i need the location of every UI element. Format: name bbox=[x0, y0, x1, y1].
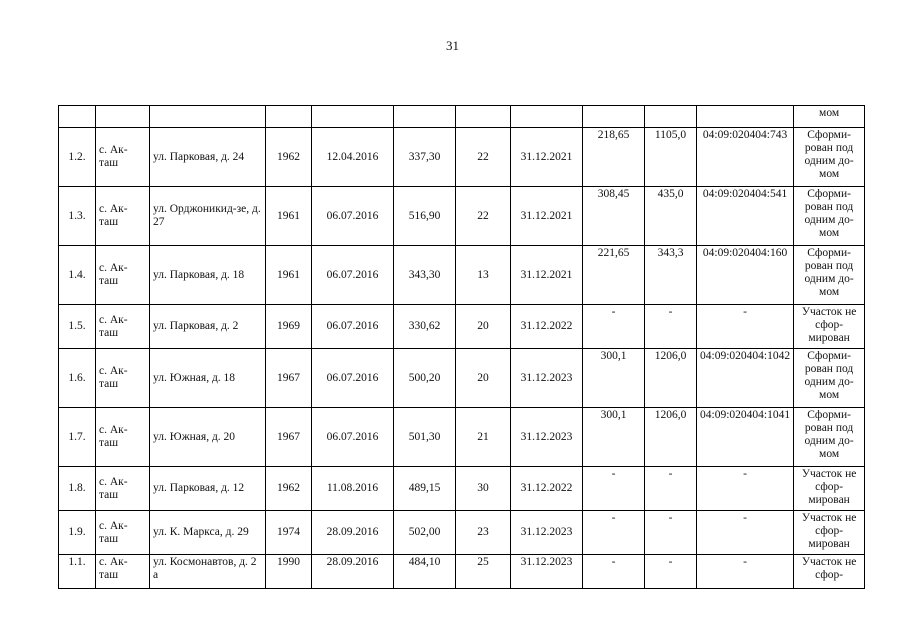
cell-date: 12.04.2016 bbox=[312, 128, 394, 187]
cell-locality: с. Ак-таш bbox=[96, 305, 150, 349]
cell-status: Сформи-рован под одним до-мом bbox=[794, 408, 865, 467]
cell-deadline: 31.12.2022 bbox=[511, 305, 583, 349]
cell-area: 484,10 bbox=[394, 555, 456, 589]
cell-address: ул. Парковая, д. 2 bbox=[150, 305, 266, 349]
cell-plot-area: 300,1 bbox=[583, 349, 645, 408]
cell-num bbox=[59, 106, 96, 128]
housing-registry-table bbox=[58, 105, 865, 589]
cell-plot-area: - bbox=[583, 555, 645, 589]
cell-locality: с. Ак-таш bbox=[96, 349, 150, 408]
cell-status: Сформи-рован под одним до-мом bbox=[794, 349, 865, 408]
cell-count: 25 bbox=[456, 555, 511, 589]
cell-year: 1967 bbox=[266, 408, 312, 467]
cell-area: 330,62 bbox=[394, 305, 456, 349]
cell-address: ул. Южная, д. 20 bbox=[150, 408, 266, 467]
cell-year: 1990 bbox=[266, 555, 312, 589]
cell-locality: с. Ак-таш bbox=[96, 246, 150, 305]
cell-date: 06.07.2016 bbox=[312, 349, 394, 408]
cell-area bbox=[394, 106, 456, 128]
cell-year: 1961 bbox=[266, 187, 312, 246]
cell-land-area: - bbox=[645, 555, 697, 589]
cell-land-area: - bbox=[645, 305, 697, 349]
cell-cadastral: 04:09:020404:743 bbox=[697, 128, 794, 187]
cell-count: 20 bbox=[456, 349, 511, 408]
cell-num: 1.6. bbox=[59, 349, 96, 408]
cell-year: 1974 bbox=[266, 511, 312, 555]
cell-area: 337,30 bbox=[394, 128, 456, 187]
cell-count: 23 bbox=[456, 511, 511, 555]
cell-date bbox=[312, 106, 394, 128]
cell-area: 343,30 bbox=[394, 246, 456, 305]
cell-plot-area: 308,45 bbox=[583, 187, 645, 246]
cell-area: 500,20 bbox=[394, 349, 456, 408]
cell-status: Участок не сфор-мирован bbox=[794, 511, 865, 555]
cell-plot-area: 221,65 bbox=[583, 246, 645, 305]
cell-year bbox=[266, 106, 312, 128]
cell-address bbox=[150, 106, 266, 128]
cell-year: 1962 bbox=[266, 128, 312, 187]
cell-deadline: 31.12.2023 bbox=[511, 408, 583, 467]
cell-plot-area: 218,65 bbox=[583, 128, 645, 187]
cell-count: 22 bbox=[456, 187, 511, 246]
cell-year: 1967 bbox=[266, 349, 312, 408]
cell-deadline bbox=[511, 106, 583, 128]
table-row bbox=[59, 246, 865, 305]
cell-deadline: 31.12.2021 bbox=[511, 246, 583, 305]
cell-locality: с. Ак-таш bbox=[96, 555, 150, 589]
cell-count: 13 bbox=[456, 246, 511, 305]
cell-area: 501,30 bbox=[394, 408, 456, 467]
table-row bbox=[59, 555, 865, 589]
cell-date: 06.07.2016 bbox=[312, 408, 394, 467]
table-row bbox=[59, 349, 865, 408]
cell-land-area: 1206,0 bbox=[645, 349, 697, 408]
cell-deadline: 31.12.2022 bbox=[511, 467, 583, 511]
table-row bbox=[59, 305, 865, 349]
table-row-continuation bbox=[59, 106, 865, 128]
cell-land-area: 1105,0 bbox=[645, 128, 697, 187]
cell-year: 1962 bbox=[266, 467, 312, 511]
cell-cadastral: 04:09:020404:1042 bbox=[697, 349, 794, 408]
cell-cadastral: - bbox=[697, 555, 794, 589]
cell-area: 489,15 bbox=[394, 467, 456, 511]
cell-land-area: - bbox=[645, 467, 697, 511]
cell-status: мом bbox=[794, 106, 865, 128]
cell-num: 1.4. bbox=[59, 246, 96, 305]
cell-num: 1.2. bbox=[59, 128, 96, 187]
cell-cadastral bbox=[697, 106, 794, 128]
cell-cadastral: - bbox=[697, 467, 794, 511]
cell-deadline: 31.12.2023 bbox=[511, 511, 583, 555]
cell-address: ул. К. Маркса, д. 29 bbox=[150, 511, 266, 555]
cell-cadastral: 04:09:020404:1041 bbox=[697, 408, 794, 467]
cell-num: 1.1. bbox=[59, 555, 96, 589]
cell-plot-area: 300,1 bbox=[583, 408, 645, 467]
cell-status: Участок не сфор-мирован bbox=[794, 467, 865, 511]
cell-plot-area: - bbox=[583, 305, 645, 349]
cell-status: Сформи-рован под одним до-мом bbox=[794, 128, 865, 187]
cell-plot-area bbox=[583, 106, 645, 128]
cell-date: 11.08.2016 bbox=[312, 467, 394, 511]
cell-deadline: 31.12.2023 bbox=[511, 349, 583, 408]
cell-land-area: 1206,0 bbox=[645, 408, 697, 467]
cell-num: 1.9. bbox=[59, 511, 96, 555]
cell-locality: с. Ак-таш bbox=[96, 467, 150, 511]
cell-cadastral: - bbox=[697, 305, 794, 349]
cell-locality: с. Ак-таш bbox=[96, 187, 150, 246]
table-row bbox=[59, 128, 865, 187]
cell-cadastral: 04:09:020404:160 bbox=[697, 246, 794, 305]
cell-address: ул. Парковая, д. 18 bbox=[150, 246, 266, 305]
cell-cadastral: - bbox=[697, 511, 794, 555]
cell-status: Сформи-рован под одним до-мом bbox=[794, 246, 865, 305]
cell-year: 1969 bbox=[266, 305, 312, 349]
cell-date: 06.07.2016 bbox=[312, 187, 394, 246]
cell-address: ул. Парковая, д. 24 bbox=[150, 128, 266, 187]
cell-locality: с. Ак-таш bbox=[96, 511, 150, 555]
cell-locality bbox=[96, 106, 150, 128]
cell-deadline: 31.12.2021 bbox=[511, 187, 583, 246]
cell-address: ул. Парковая, д. 12 bbox=[150, 467, 266, 511]
cell-date: 06.07.2016 bbox=[312, 246, 394, 305]
cell-deadline: 31.12.2023 bbox=[511, 555, 583, 589]
cell-num: 1.5. bbox=[59, 305, 96, 349]
cell-locality: с. Ак-таш bbox=[96, 128, 150, 187]
cell-area: 502,00 bbox=[394, 511, 456, 555]
cell-land-area: 343,3 bbox=[645, 246, 697, 305]
cell-land-area: 435,0 bbox=[645, 187, 697, 246]
cell-count bbox=[456, 106, 511, 128]
cell-locality: с. Ак-таш bbox=[96, 408, 150, 467]
cell-deadline: 31.12.2021 bbox=[511, 128, 583, 187]
table-row bbox=[59, 408, 865, 467]
cell-land-area bbox=[645, 106, 697, 128]
cell-plot-area: - bbox=[583, 467, 645, 511]
page-number: 31 bbox=[446, 38, 459, 53]
cell-address: ул. Орджоникид-зе, д. 27 bbox=[150, 187, 266, 246]
cell-count: 20 bbox=[456, 305, 511, 349]
cell-date: 28.09.2016 bbox=[312, 555, 394, 589]
cell-num: 1.8. bbox=[59, 467, 96, 511]
table-row bbox=[59, 187, 865, 246]
cell-address: ул. Южная, д. 18 bbox=[150, 349, 266, 408]
cell-num: 1.7. bbox=[59, 408, 96, 467]
cell-cadastral: 04:09:020404:541 bbox=[697, 187, 794, 246]
cell-date: 28.09.2016 bbox=[312, 511, 394, 555]
table-row bbox=[59, 511, 865, 555]
cell-date: 06.07.2016 bbox=[312, 305, 394, 349]
cell-address: ул. Космонавтов, д. 2 а bbox=[150, 555, 266, 589]
cell-year: 1961 bbox=[266, 246, 312, 305]
table-row bbox=[59, 467, 865, 511]
cell-num: 1.3. bbox=[59, 187, 96, 246]
cell-plot-area: - bbox=[583, 511, 645, 555]
cell-status: Сформи-рован под одним до-мом bbox=[794, 187, 865, 246]
cell-area: 516,90 bbox=[394, 187, 456, 246]
cell-status: Участок не сфор- bbox=[794, 555, 865, 589]
cell-land-area: - bbox=[645, 511, 697, 555]
cell-status: Участок не сфор-мирован bbox=[794, 305, 865, 349]
cell-count: 21 bbox=[456, 408, 511, 467]
cell-count: 22 bbox=[456, 128, 511, 187]
cell-count: 30 bbox=[456, 467, 511, 511]
